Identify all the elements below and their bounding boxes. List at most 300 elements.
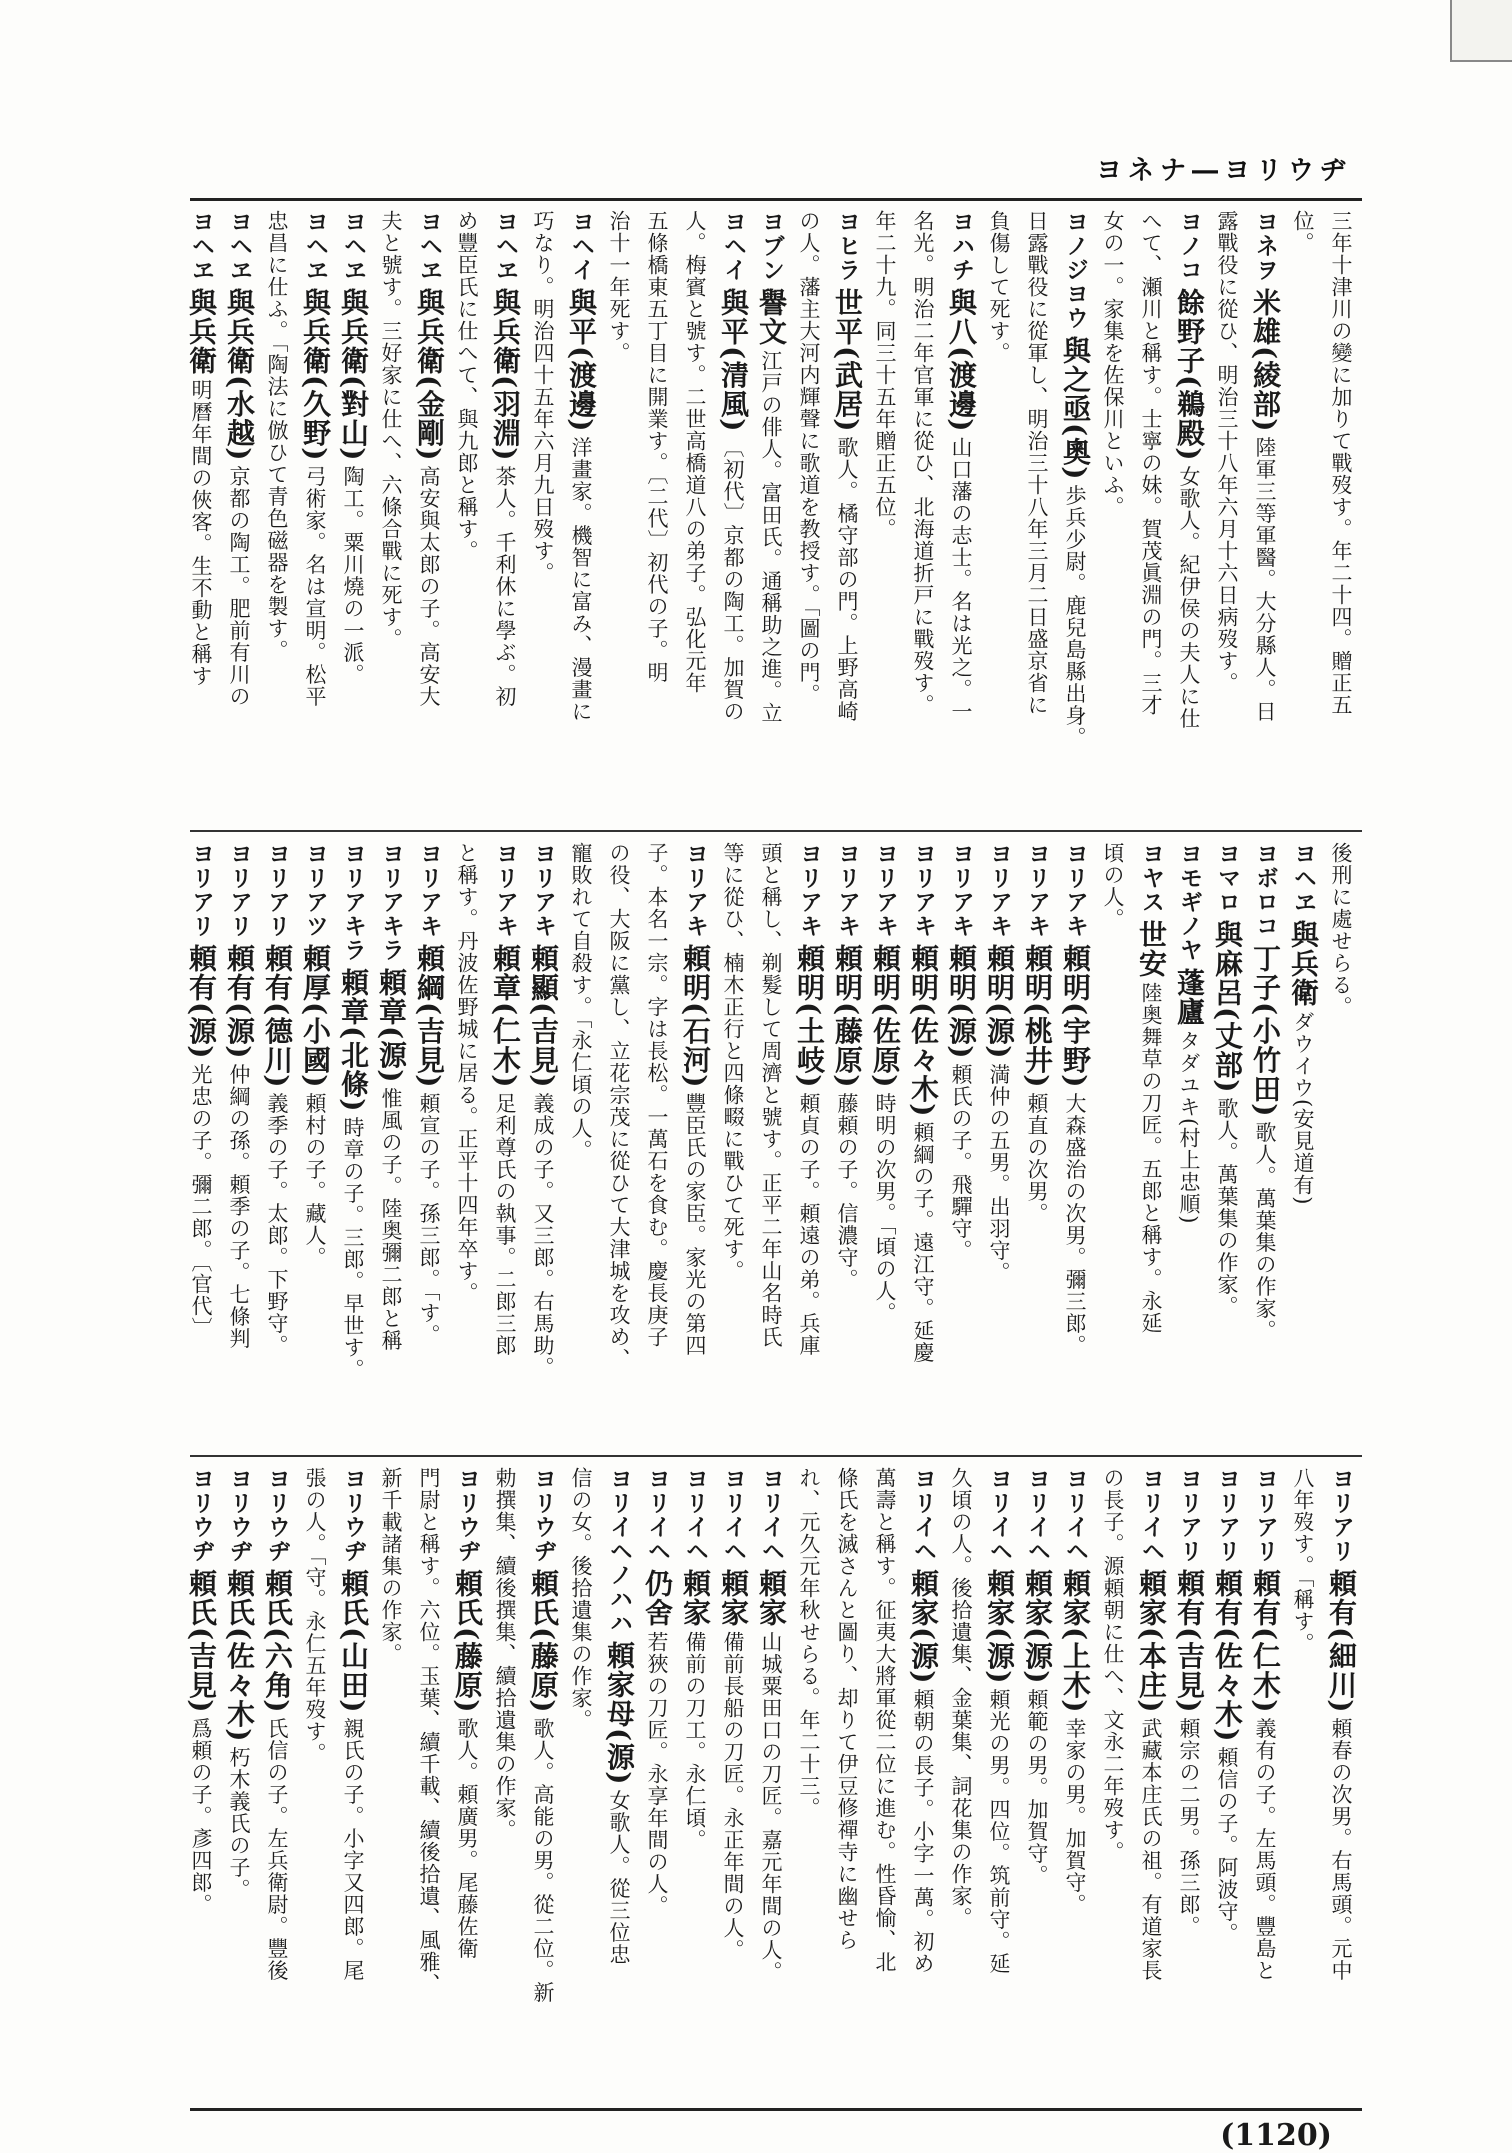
entry-column (1056, 210, 1094, 818)
entry-column (1094, 210, 1132, 818)
entry-column (752, 842, 790, 1442)
entry-text: 年二十九。同三十五年贈正五位。 (873, 210, 897, 540)
entry-column (562, 210, 600, 818)
entry-column (1056, 842, 1094, 1442)
entry-column (296, 842, 334, 1442)
section-1 (185, 210, 1360, 818)
entry-column (1018, 842, 1056, 1442)
entry-text: 勅撰集、續後撰集、續拾遺集の作家。 (493, 1467, 517, 1841)
entry-name: 丁子(小竹田) (1249, 944, 1282, 1118)
entry-column (1284, 210, 1322, 818)
entry-column (676, 1467, 714, 2097)
entry-headword: ヨネヲ (1252, 210, 1278, 282)
entry-headword: ヨヘヱ (340, 210, 366, 282)
entry-text: 明曆年間の俠客。生不動と稱す (189, 379, 213, 687)
entry-column (410, 842, 448, 1442)
entry-headword: ヨリアリ (1214, 1467, 1240, 1563)
entry-column (1246, 210, 1284, 818)
entry-column (1284, 1467, 1322, 2097)
entry-column (372, 1467, 410, 2097)
entry-headword: ヨリイヘ (986, 1467, 1012, 1563)
entry-column (904, 210, 942, 818)
entry-headword: ヨノジヨウ (1062, 210, 1088, 330)
entry-text: タダユキ(村上忠順) (1177, 1030, 1201, 1225)
entry-column (866, 1467, 904, 2097)
entry-headword: ヨリアキ (1062, 842, 1088, 938)
entry-text: 幸家の男。加賀守。 (1063, 1717, 1087, 1916)
entry-text: 武藏本庄氏の祖。有道家長 (1139, 1717, 1163, 1982)
entry-text: 親氏の子。小字又四郎。尾 (341, 1717, 365, 1982)
entry-column (258, 842, 296, 1442)
entry-text: の役、大阪に黨し、立花宗茂に從ひて大津城を攻め、 (607, 842, 631, 1370)
entry-name: 頼章(源) (375, 968, 408, 1084)
entry-column (1284, 842, 1322, 1442)
entry-column (676, 842, 714, 1442)
entry-column (638, 1467, 676, 2097)
entry-headword: ヨリイヘ (1138, 1467, 1164, 1563)
entry-name: 世平(武居) (831, 288, 864, 433)
entry-headword: ヨリイヘ (910, 1467, 936, 1563)
entry-text: 三年十津川の變に加りて戰歿す。年二十四。贈正五 (1329, 210, 1353, 716)
entry-text: 洋畫家。機智に富み、漫畫に (569, 436, 593, 723)
entry-text: 歌人。頼廣男。尾藤佐衛 (455, 1717, 479, 1960)
entry-name: 世安 (1135, 920, 1168, 978)
entry-column (486, 842, 524, 1442)
entry-text: 頼範の男。加賀守。 (1025, 1688, 1049, 1887)
entry-text: 足利尊氏の執事。二郎三郎 (493, 1092, 517, 1357)
entry-headword: ヨヘヱ (302, 210, 328, 282)
entry-column (448, 1467, 486, 2097)
entry-name: 與平(渡邊) (565, 288, 598, 433)
entry-column (1322, 842, 1360, 1442)
entry-name: 蓬廬 (1173, 968, 1206, 1026)
entry-column (1132, 210, 1170, 818)
entry-text: ダウイウ(安見道有) (1291, 1011, 1315, 1206)
entry-headword: ヨヘヱ (1290, 842, 1316, 914)
entry-text: 負傷して死す。 (987, 210, 1011, 364)
entry-column (1322, 210, 1360, 818)
entry-column (942, 1467, 980, 2097)
entry-column (524, 1467, 562, 2097)
entry-headword: ヨリイヘ (1024, 1467, 1050, 1563)
entry-column (600, 1467, 638, 2097)
entry-name: 頼有(佐々木) (1211, 1569, 1244, 1743)
entry-text: 信の女。後拾遺集の作家。 (569, 1467, 593, 1731)
entry-name: 頼有(源) (185, 944, 218, 1060)
entry-column (334, 1467, 372, 2097)
entry-column (1246, 1467, 1284, 2097)
entry-name: 頼有(細川) (1325, 1569, 1358, 1714)
entry-headword: ヨリアキ (834, 842, 860, 938)
entry-column (1094, 1467, 1132, 2097)
entry-text: 陶工。粟川燒の一派。 (341, 465, 365, 686)
entry-column (258, 210, 296, 818)
entry-text: 歌人。高能の男。從二位。新 (531, 1717, 555, 2004)
entry-text: 惟風の子。陸奥彌二郎と稱 (379, 1087, 403, 1352)
entry-headword: ヨリウヂ (454, 1467, 480, 1563)
entry-column (866, 210, 904, 818)
entry-column (334, 210, 372, 818)
entry-headword: ヨリアキ (1024, 842, 1050, 938)
entry-text: 人。梅賓と號す。二世高橋道八の弟子。弘化元年 (683, 210, 707, 694)
entry-text: 子。本名一宗。字は長松。一萬石を食む。慶長庚子 (645, 842, 669, 1348)
entry-text: 治十一年死す。 (607, 210, 631, 364)
entry-column (372, 210, 410, 818)
entry-name: 與兵衛(對山) (337, 288, 370, 462)
entry-column (220, 210, 258, 818)
entry-column (676, 210, 714, 818)
entry-text: 露戰役に從ひ、明治三十八年六月十六日病歿す。 (1215, 210, 1239, 694)
entry-name: 頼家(源) (1021, 1569, 1054, 1685)
entry-headword: ヨヘヱ (492, 210, 518, 282)
entry-text: 山城粟田口の刀匠。嘉元年間の人。 (759, 1631, 783, 1983)
entry-column (980, 1467, 1018, 2097)
entry-headword: ヨモギノヤ (1176, 842, 1202, 962)
entry-name: 與兵衛(金剛) (413, 288, 446, 462)
section-divider (190, 1455, 1362, 1457)
entry-headword: ヨリウヂ (340, 1467, 366, 1563)
entry-text: 夫と號す。三好家に仕へ、六條合戰に死す。 (379, 210, 403, 650)
entry-column (600, 842, 638, 1442)
entry-name: 與平(清風) (717, 288, 750, 433)
folded-page-corner (1450, 0, 1512, 62)
entry-text: 弓術家。名は宣明。松平 (303, 465, 327, 708)
entry-headword: ヨリアキラ (378, 842, 404, 962)
section-divider (190, 830, 1362, 832)
entry-headword: ヨヒラ (834, 210, 860, 282)
entry-column (828, 1467, 866, 2097)
entry-text: 若狹の刀匠。永享年間の人。 (645, 1631, 669, 1917)
entry-text: 巧なり。明治四十五年六月九日歿す。 (531, 210, 555, 584)
top-rule (190, 198, 1362, 201)
entry-text: 頼直の次男。 (1025, 1092, 1049, 1225)
entry-text: 後刑に處せらる。 (1329, 842, 1353, 1018)
entry-name: 與八(渡邊) (945, 288, 978, 433)
entry-column (714, 210, 752, 818)
entry-column (904, 1467, 942, 2097)
entry-text: 名光。明治二年官軍に從ひ、北海道折戸に戰歿す。 (911, 210, 935, 716)
entry-headword: ヨリアリ (1176, 1467, 1202, 1563)
entry-text: 頼朝の長子。小字一萬。初め (911, 1688, 935, 1975)
entry-name: 頼有(源) (223, 944, 256, 1060)
entry-name: 頼氏(吉見) (185, 1569, 218, 1714)
entry-column (296, 1467, 334, 2097)
entry-name: 與麻呂(丈部) (1211, 920, 1244, 1094)
entry-text: 門尉と稱す。六位。玉葉、續千載、續後拾遺、風雅、 (417, 1467, 441, 1995)
entry-column (448, 210, 486, 818)
entry-column (1132, 1467, 1170, 2097)
entry-name: 與之亟(奧) (1059, 336, 1092, 481)
entry-headword: ヨヤス (1138, 842, 1164, 914)
entry-column (220, 842, 258, 1442)
entry-headword: ヨヘヱ (226, 210, 252, 282)
entry-column (1208, 210, 1246, 818)
entry-text: 義季の子。太郎。下野守。 (265, 1092, 289, 1357)
entry-text: 義成の子。又三郎。右馬助。 (531, 1092, 555, 1379)
page-number: (1120) (1220, 2118, 1332, 2153)
entry-column (638, 210, 676, 818)
entry-column (942, 842, 980, 1442)
entry-headword: ヨリウヂ (264, 1467, 290, 1563)
entry-text: 歩兵少尉。鹿兒島縣出身。 (1063, 484, 1087, 749)
entry-text: 五條橋東五丁目に開業す。〔二代〕初代の子。明 (645, 210, 669, 684)
bottom-rule (190, 2108, 1362, 2111)
entry-name: 頼章(北條) (337, 968, 370, 1113)
entry-name: 頼顯(吉見) (527, 944, 560, 1089)
entry-text: 備前の刀工。永仁頃。 (683, 1631, 707, 1851)
entry-headword: ヨリアキ (986, 842, 1012, 938)
entry-text: 頼春の次男。右馬頭。元中 (1329, 1717, 1353, 1982)
entry-column (182, 210, 220, 818)
entry-name: 頼氏(佐々木) (223, 1569, 256, 1743)
entry-name: 餘野子(鵜殿) (1173, 288, 1206, 462)
entry-column (258, 1467, 296, 2097)
entry-name: 頼氏(六角) (261, 1569, 294, 1714)
entry-column (942, 210, 980, 818)
entry-text: 満仲の五男。出羽守。 (987, 1063, 1011, 1284)
entry-text: 京都の陶工。肥前有川の (227, 465, 251, 708)
entry-headword: ヨリアリ (1328, 1467, 1354, 1563)
entry-name: 頼有(吉見) (1173, 1569, 1206, 1714)
entry-name: 頼明(藤原) (831, 944, 864, 1089)
entry-column (828, 210, 866, 818)
entry-column (752, 210, 790, 818)
entry-column (904, 842, 942, 1442)
entry-column (182, 1467, 220, 2097)
running-head: ヨネナ―ヨリウヂ (1095, 156, 1352, 186)
entry-name: 頼明(佐原) (869, 944, 902, 1089)
entry-text: へて、瀬川と稱す。士寧の妹。賀茂眞淵の門。三才 (1139, 210, 1163, 716)
entry-column (410, 210, 448, 818)
entry-headword: ヨリアリ (264, 842, 290, 938)
entry-headword: ヨヘヱ (188, 210, 214, 282)
entry-column (486, 210, 524, 818)
entry-headword: ヨヘイ (568, 210, 594, 282)
entry-text: 頼信の子。阿波守。 (1215, 1746, 1239, 1945)
entry-column (1170, 842, 1208, 1442)
entry-name: 與兵衛 (185, 288, 218, 375)
entry-column (790, 1467, 828, 2097)
entry-text: 茶人。千利休に學ぶ。初 (493, 465, 517, 708)
entry-text: と稱す。丹波佐野城に居る。正平十四年卒す。 (455, 842, 479, 1304)
entry-headword: ヨリアキ (948, 842, 974, 938)
entry-column (1208, 842, 1246, 1442)
entry-column (562, 1467, 600, 2097)
entry-column (866, 842, 904, 1442)
entry-column (1018, 210, 1056, 818)
entry-text: の人。藩主大河内輝聲に歌道を教授す。「圖の門。 (797, 210, 821, 706)
entry-headword: ヨリアキ (530, 842, 556, 938)
entry-column (714, 1467, 752, 2097)
entry-name: 頼氏(藤原) (527, 1569, 560, 1714)
entry-text: め豐臣氏に仕へて、與九郎と稱す。 (455, 210, 479, 562)
entry-name: 與兵衛(羽淵) (489, 288, 522, 462)
entry-text: 萬壽と稱す。征夷大將軍從二位に進む。性昏愉、北 (873, 1467, 897, 1973)
entry-column (1208, 1467, 1246, 2097)
entry-text: 陸奥舞草の刀匠。五郎と稱す。永延 (1139, 982, 1163, 1334)
entry-headword: ヨブン (758, 210, 784, 282)
entry-headword: ヨリウヂ (226, 1467, 252, 1563)
entry-name: 頼厚(小國) (299, 944, 332, 1089)
entry-column (220, 1467, 258, 2097)
entry-name: 頼明(源) (945, 944, 978, 1060)
entry-text: 〔初代〕京都の陶工。加賀の (721, 436, 745, 723)
entry-headword: ヨリアツ (302, 842, 328, 938)
entry-name: 頼家 (679, 1569, 712, 1627)
entry-headword: ヨリアキラ (340, 842, 366, 962)
entry-text: 仲綱の孫。頼季の子。七條判 (227, 1063, 251, 1350)
entry-text: 頭と稱し、剃髮して周濟と號す。正平二年山名時氏 (759, 842, 783, 1348)
entry-column (1170, 210, 1208, 818)
entry-column (1322, 1467, 1360, 2097)
entry-column (1246, 842, 1284, 1442)
entry-text: 日露戰役に從軍し、明治三十八年三月二日盛京省に (1025, 210, 1049, 716)
entry-column (524, 210, 562, 818)
entry-name: 仍舍 (641, 1569, 674, 1627)
entry-headword: ヨリアリ (226, 842, 252, 938)
entry-headword: ヨリアキ (796, 842, 822, 938)
entry-text: 女の一。家集を佐保川といふ。 (1101, 210, 1125, 518)
entry-headword: ヨリウヂ (530, 1467, 556, 1563)
entry-name: 頼綱(吉見) (413, 944, 446, 1089)
entry-text: 藤頼の子。信濃守。 (835, 1092, 859, 1291)
entry-name: 頼明(佐々木) (907, 944, 940, 1118)
entry-headword: ヨリアキ (416, 842, 442, 938)
entry-column (790, 210, 828, 818)
entry-column (410, 1467, 448, 2097)
entry-name: 與兵衛(久野) (299, 288, 332, 462)
entry-headword: ヨリイヘ (758, 1467, 784, 1563)
entry-column (524, 842, 562, 1442)
entry-text: 頼宣の子。孫三郎。「す。 (417, 1092, 441, 1346)
entry-headword: ヨリイヘ (1062, 1467, 1088, 1563)
entry-text: 高安與太郎の子。高安大 (417, 465, 441, 708)
entry-name: 譽文 (755, 288, 788, 346)
entry-text: 女歌人。紀伊侯の夫人に仕 (1177, 465, 1201, 730)
entry-text: 位。 (1291, 210, 1315, 254)
entry-headword: ヨリアキ (872, 842, 898, 938)
entry-column (638, 842, 676, 1442)
entry-column (790, 842, 828, 1442)
entry-text: 備前長船の刀匠。永正年間の人。 (721, 1631, 745, 1961)
entry-text: 豐臣氏の家臣。家光の第四 (683, 1092, 707, 1357)
entry-headword: ヨヘイ (720, 210, 746, 282)
entry-name: 頼氏(山田) (337, 1569, 370, 1714)
entry-text: 新千載諸集の作家。 (379, 1467, 403, 1665)
entry-text: 女歌人。從三位忠 (607, 1789, 631, 1966)
entry-text: 爲頼の子。彥四郎。 (189, 1717, 213, 1916)
entry-headword: ヨリイヘノハハ (606, 1467, 632, 1635)
entry-text: 朽木義氏の子。 (227, 1746, 251, 1901)
entry-headword: ヨマロ (1214, 842, 1240, 914)
entry-text: 氏信の子。左兵衛尉。豐後 (265, 1717, 289, 1982)
entry-name: 頼家 (717, 1569, 750, 1627)
entry-column (296, 210, 334, 818)
entry-column (600, 210, 638, 818)
entry-name: 頼明(石河) (679, 944, 712, 1089)
entry-text: 頼氏の子。飛驒守。 (949, 1063, 973, 1262)
entry-text: 張の人。「守。永仁五年歿す。 (303, 1467, 327, 1765)
entry-name: 頼氏(藤原) (451, 1569, 484, 1714)
entry-column (182, 842, 220, 1442)
entry-name: 頼家(上木) (1059, 1569, 1092, 1714)
entry-text: 忠昌に仕ふ。「陶法に倣ひて青色磁器を製す。 (265, 210, 289, 662)
entry-headword: ヨヘヱ (416, 210, 442, 282)
entry-text: 義有の子。左馬頭。豐島と (1253, 1717, 1277, 1982)
entry-text: 江戸の俳人。富田氏。通稱助之進。立 (759, 350, 783, 724)
entry-column (1170, 1467, 1208, 2097)
entry-text: 等に從ひ、楠木正行と四條畷に戰ひて死す。 (721, 842, 745, 1282)
entry-text: れ、元久元年秋せらる。年二十三。 (797, 1467, 821, 1819)
section-2 (185, 842, 1360, 1442)
entry-headword: ヨリアキ (492, 842, 518, 938)
entry-text: 歌人。萬葉集の作家。 (1253, 1121, 1277, 1342)
entry-headword: ヨノコ (1176, 210, 1202, 282)
entry-text: 歌人。萬葉集の作家。 (1215, 1097, 1239, 1318)
entry-text: 陸軍三等軍醫。大分縣人。日 (1253, 436, 1277, 723)
entry-text: 山口藩の志士。名は光之。一 (949, 436, 973, 723)
entry-name: 米雄(綾部) (1249, 288, 1282, 433)
entry-text: 時明の次男。「頃の人。 (873, 1092, 897, 1324)
entry-column (486, 1467, 524, 2097)
entry-column (714, 842, 752, 1442)
entry-headword: ヨハチ (948, 210, 974, 282)
entry-name: 與兵衛(水越) (223, 288, 256, 462)
entry-headword: ヨリイヘ (644, 1467, 670, 1563)
entry-name: 頼明(宇野) (1059, 944, 1092, 1089)
entry-name: 頼章(仁木) (489, 944, 522, 1089)
entry-text: 光忠の子。彌二郎。〔官代〕 (189, 1063, 213, 1339)
entry-text: 八年歿す。「稱す。 (1291, 1467, 1315, 1655)
entry-headword: ヨリアリ (188, 842, 214, 938)
entry-name: 頼有(德川) (261, 944, 294, 1089)
entry-text: 頼光の男。四位。筑前守。延 (987, 1688, 1011, 1975)
entry-name: 頼明(源) (983, 944, 1016, 1060)
entry-column (752, 1467, 790, 2097)
entry-column (1056, 1467, 1094, 2097)
entry-text: 久頃の人。後拾遺集、金葉集、詞花集の作家。 (949, 1467, 973, 1929)
entry-headword: ヨリアキ (682, 842, 708, 938)
entry-name: 頼家(源) (983, 1569, 1016, 1685)
entry-headword: ヨボロコ (1252, 842, 1278, 938)
entry-column (980, 210, 1018, 818)
entry-name: 頼家(本庄) (1135, 1569, 1168, 1714)
entry-text: 時章の子。三郎。早世す。 (341, 1116, 365, 1381)
entry-text: の長子。源頼朝に仕へ、文永二年歿す。 (1101, 1467, 1125, 1863)
entry-headword: ヨリイヘ (682, 1467, 708, 1563)
entry-text: 頃の人。 (1101, 842, 1125, 930)
entry-text: 寵敗れて自殺す。「永仁頃の人。 (569, 842, 593, 1162)
entry-text: 大森盛治の次男。彌三郎。 (1063, 1092, 1087, 1357)
entry-column (1132, 842, 1170, 1442)
entry-headword: ヨリイヘ (720, 1467, 746, 1563)
entry-column (828, 842, 866, 1442)
entry-column (562, 842, 600, 1442)
entry-name: 頼家 (755, 1569, 788, 1627)
entry-column (1094, 842, 1132, 1442)
entry-name: 頼家(源) (907, 1569, 940, 1685)
section-3 (185, 1467, 1360, 2097)
entry-column (980, 842, 1018, 1442)
entry-column (372, 842, 410, 1442)
entry-text: 歌人。橘守部の門。上野高崎 (835, 436, 859, 723)
entry-name: 與兵衛 (1287, 920, 1320, 1007)
entry-column (1018, 1467, 1056, 2097)
entry-text: 頼綱の子。遠江守。延慶 (911, 1121, 935, 1364)
entry-headword: ヨリアリ (1252, 1467, 1278, 1563)
entry-text: 頼村の子。藏人。 (303, 1092, 327, 1269)
entry-name: 頼明(桃井) (1021, 944, 1054, 1089)
